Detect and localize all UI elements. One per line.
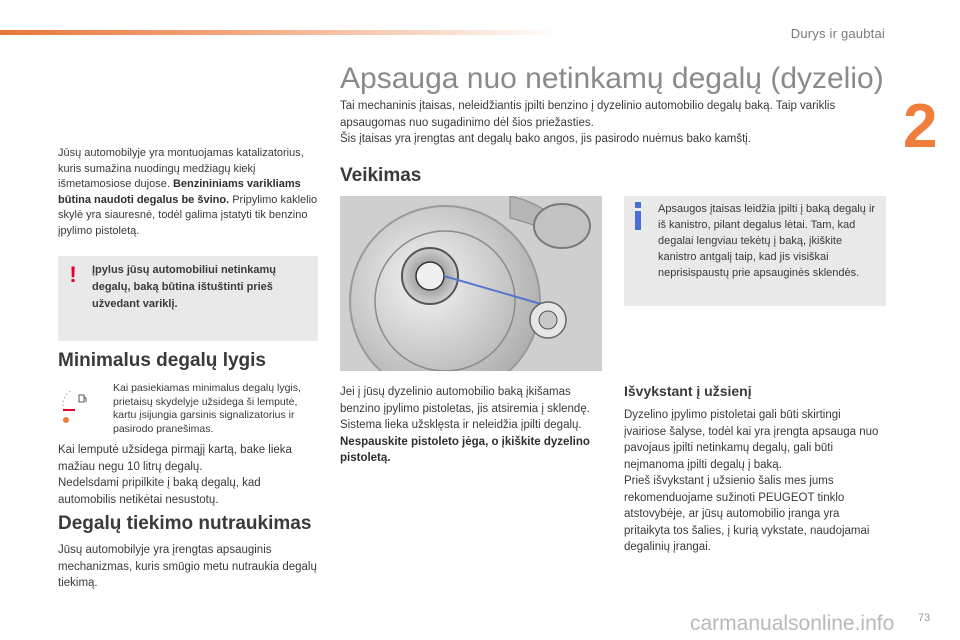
catalyst-paragraph (58, 146, 318, 239)
header-accent-bar (0, 30, 560, 35)
travelling-abroad-body (624, 407, 886, 556)
intro-paragraph: Šis įtaisas yra įrengtas ant degalų bako angos, jis pasirodo nuėmus bako kamštį. (340, 133, 752, 145)
catalyst-text-2: Pripylimo kaklelio skylė yra siauresnė, todėl galima įstatyti tik benzino įpylimo pistoletą. (58, 193, 318, 237)
page-number: 73 (918, 612, 931, 624)
travelling-abroad-paragraph: Dyzelino įpylimo pistoletai gali būti skirtingi įvairiose šalyse, todėl kai yra įrengta apsauga nuo pavojaus įpilti netinkamų degalų, gali būti neįmanoma įpilti degalų į baką. (624, 409, 879, 471)
page-title: Apsauga nuo netinkamų degalų (dyzelio) (340, 62, 884, 95)
operation-caption-text: Jei į jūsų dyzelinio automobilio baką įkišamas benzino įpylimo pistoletas, jis atsiremia į sklendę. Sistema lieka užsklęsta ir neleidžia įpilti degalų. (340, 386, 590, 431)
heading-minimal-fuel: Minimalus degalų lygis (58, 350, 266, 371)
minimal-fuel-side-text: Kai pasiekiamas minimalus degalų lygis, prietaisų skydelyje užsidega ši lemputė, kartu įsijungia garsinis signalizatorius ir pasirodo pranešimas. (113, 382, 301, 435)
heading-operation: Veikimas (340, 165, 422, 186)
minimal-fuel-paragraph: Kai lemputė užsidega pirmąjį kartą, bake lieka mažiau negu 10 litrų degalų. (58, 444, 292, 473)
intro-text (340, 98, 890, 148)
info-text: Apsaugos įtaisas leidžia įpilti į baką degalų ir iš kanistro, pilant degalus lėtai. Tam, kad degalai lengviau tekėtų į baką, įkiškite kanistro antgalį taip, kad jis visiškai neprisispaustų prie apsauginės sklendės. (658, 203, 876, 279)
catalyst-text: Jūsų automobilyje yra montuojamas katalizatorius, kuris sumažina nuodingų medžiagų kiekį išmetamosiose dujose. (58, 147, 304, 190)
heading-travelling-abroad: Išvykstant į užsienį (624, 383, 752, 399)
warning-text: Įpylus jūsų automobiliui netinkamų degalų, baką būtina ištuštinti prieš užvedant variklį. (92, 264, 276, 310)
section-label: Durys ir gaubtai (790, 26, 885, 41)
filler-neck-photo (340, 196, 602, 371)
fuel-cutoff-body: Jūsų automobilyje yra įrengtas apsauginis mechanizmas, kuris smūgio metu nutraukia degalų tiekimą. (58, 544, 317, 589)
warning-icon: ! (69, 262, 77, 287)
operation-caption-bold: Nespauskite pistoleto jėga, o įkiškite dyzelino pistoletą. (340, 435, 590, 464)
minimal-fuel-paragraph: Nedelsdami pripilkite į baką degalų, kad automobilis netikėtai nesustotų. (58, 477, 261, 506)
fuel-gauge-icon (60, 380, 96, 424)
watermark: carmanualsonline.info (690, 612, 895, 635)
intro-paragraph: Tai mechaninis įtaisas, neleidžiantis įpilti benzino į dyzelinio automobilio degalų baką. Taip variklis apsaugomas nuo sugadinimo dėl šios priežasties. (340, 100, 836, 129)
chapter-number: 2 (903, 92, 938, 161)
catalyst-bold-note: Benzininiams varikliams būtina naudoti degalus be švino. (58, 178, 301, 206)
minimal-fuel-body (58, 442, 320, 508)
heading-fuel-cutoff: Degalų tiekimo nutraukimas (58, 513, 312, 534)
info-icon (631, 202, 645, 232)
operation-caption (340, 384, 602, 467)
travelling-abroad-paragraph: Prieš išvykstant į užsienio šalis mes jums rekomenduojame sužinoti PEUGEOT tinklo atstovybėje, ar jūsų automobilio įranga yra pritaikyta tos šalies, į kurią vykstate, naudojamai degalinių įrangai. (624, 475, 870, 553)
